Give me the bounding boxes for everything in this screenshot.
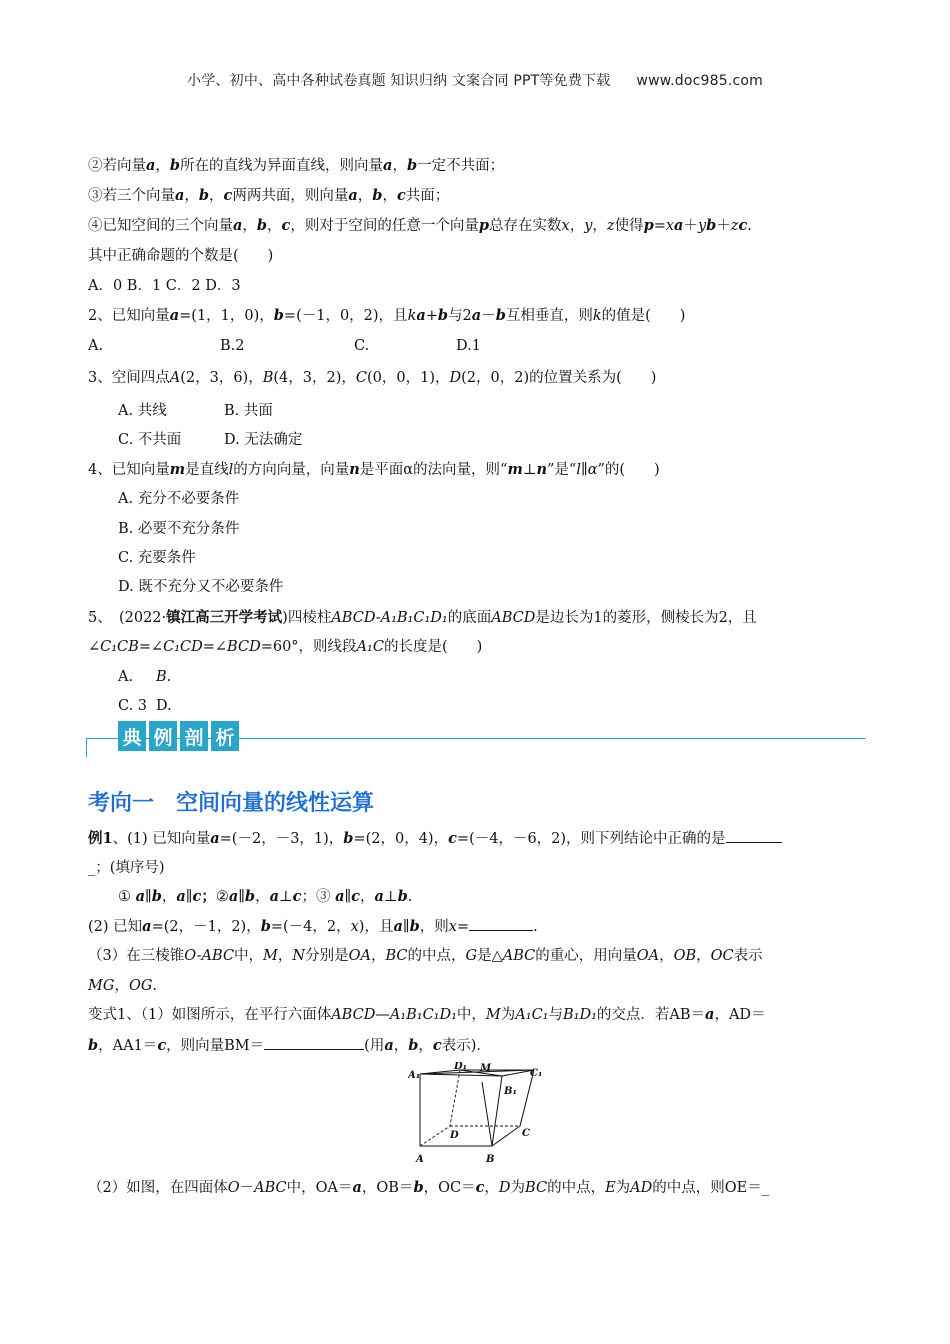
q2-option-c[interactable]: C.: [354, 338, 370, 354]
q1-question: 其中正确命题的个数是( ): [88, 248, 274, 264]
variant1-line1: 变式1、（1）如图所示，在平行六面体ABCD—A₁B₁C₁D₁中，M为A₁C₁与B₁D₁的交点．若AB＝a，AD＝: [88, 1006, 766, 1023]
example1-part3-line1: （3）在三棱锥O-ABC中，M，N分别是OA，BC的中点，G是△ABC的重心，用向量OA，OB，OC表示: [88, 948, 763, 964]
header-url[interactable]: www.doc985.com: [636, 73, 763, 89]
variant2-line1: （2）如图，在四面体O－ABC中，OA＝a，OB＝b，OC＝c，D为BC的中点，E为AD的中点，则OE＝_: [88, 1179, 770, 1196]
banner-char: 典: [118, 721, 146, 751]
section-banner: [86, 721, 866, 757]
q1-options: A．0 B．1 C．2 D．3: [88, 278, 241, 294]
hidden-edge: [450, 1070, 460, 1126]
edge: [492, 1076, 502, 1146]
example1-part2: (2) 已知a=(2，－1，2)，b=(－4，2，x)，且a∥b，则x= .: [88, 918, 538, 935]
example1-line1: 例1、(1) 已知向量a=(－2，－3，1)，b=(2，0，4)，c=(－4，－6，2)，则下列结论中正确的是: [88, 828, 782, 849]
header-text: 小学、初中、高中各种试卷真题 知识归纳 文案合同 PPT等免费下载: [187, 73, 611, 89]
edge: [492, 1126, 520, 1146]
q3-stem: 3、空间四点A(2，3，6)，B(4，3，2)，C(0，0，1)，D(2，0，2)的位置关系为( ): [88, 370, 657, 386]
label-b: B: [486, 1154, 495, 1165]
parallelepiped-figure: [408, 1062, 548, 1168]
q4-option-d[interactable]: D. 既不充分又不必要条件: [118, 579, 284, 595]
example1-choices: ① a∥b，a∥c；②a∥b，a⊥c；③ a∥c，a⊥b.: [118, 888, 413, 905]
banner-char: 例: [149, 721, 177, 751]
banner-char: 析: [211, 721, 239, 751]
banner-left-tick: [86, 738, 87, 757]
q4-option-c[interactable]: C. 充要条件: [118, 550, 196, 566]
q3-option-d[interactable]: D. 无法确定: [224, 432, 303, 448]
page-header: [0, 70, 950, 90]
label-m: M: [480, 1063, 492, 1074]
label-a: A: [416, 1154, 424, 1165]
q1-statement-3: ③若三个向量a，b，c两两共面，则向量a，b，c共面；: [88, 187, 450, 204]
q5-option-a[interactable]: A.: [118, 669, 134, 685]
q3-option-c[interactable]: C. 不共面: [118, 432, 182, 448]
segment-bm: [482, 1082, 492, 1146]
q3-options-row1: [118, 401, 273, 421]
q3-option-a[interactable]: A. 共线: [118, 403, 167, 419]
q5-option-d[interactable]: D.: [156, 698, 172, 714]
label-a1: A₁: [408, 1070, 421, 1081]
q2-option-b[interactable]: B.2: [220, 338, 245, 354]
section-title: 考向一 空间向量的线性运算: [88, 791, 375, 816]
answer-blank[interactable]: [726, 828, 782, 843]
q5-option-b[interactable]: B.: [156, 669, 172, 685]
label-d1: D₁: [454, 1062, 468, 1072]
answer-blank[interactable]: [264, 1035, 364, 1050]
q2-stem: 2、已知向量a=(1，1，0)，b=(－1，0，2)，且ka+b与2a－b互相垂直，则k的值是( ): [88, 307, 686, 324]
label-d: D: [450, 1130, 459, 1141]
q5-stem-line2: ∠C₁CB=∠C₁CD=∠BCD=60°，则线段A₁C的长度是( ): [88, 639, 483, 655]
hidden-edge: [420, 1126, 450, 1146]
q4-stem: 4、已知向量m是直线l的方向向量，向量n是平面α的法向量，则“m⊥n”是“l∥α”的( ): [88, 461, 660, 478]
variant1-line2: b，AA1＝c，则向量BM＝ (用a，b，c表示)．: [88, 1037, 491, 1054]
banner-char: 剖: [180, 721, 208, 751]
label-c1: C₁: [530, 1068, 543, 1079]
q2-option-d[interactable]: D.1: [456, 338, 481, 354]
q1-statement-4: ④已知空间的三个向量a，b，c，则对于空间的任意一个向量p总存在实数x，y，z使得p=xa＋yb＋zc.: [88, 217, 752, 234]
q5-options-row2: [118, 696, 172, 716]
q4-option-a[interactable]: A. 充分不必要条件: [118, 491, 240, 507]
example1-line2: _；(填序号): [88, 860, 165, 876]
label-b1: B₁: [504, 1086, 517, 1097]
q4-option-b[interactable]: B. 必要不充分条件: [118, 521, 240, 537]
answer-blank[interactable]: [469, 916, 533, 931]
q2-option-a[interactable]: A.: [88, 338, 104, 354]
q5-options-row1: [118, 667, 171, 687]
q3-option-b[interactable]: B. 共面: [224, 403, 273, 419]
q5-stem-line1: 5、 (2022·镇江高三开学考试)四棱柱ABCD-A₁B₁C₁D₁的底面ABCD是边长为1的菱形，侧棱长为2，且: [88, 609, 757, 626]
q2-options: [88, 336, 481, 356]
example1-part3-line2: MG，OG.: [88, 978, 158, 994]
q1-statement-2: ②若向量a，b所在的直线为异面直线，则向量a，b一定不共面；: [88, 157, 505, 174]
label-c: C: [522, 1128, 530, 1139]
q5-option-c[interactable]: C. 3: [118, 698, 148, 714]
q3-options-row2: [118, 430, 302, 450]
